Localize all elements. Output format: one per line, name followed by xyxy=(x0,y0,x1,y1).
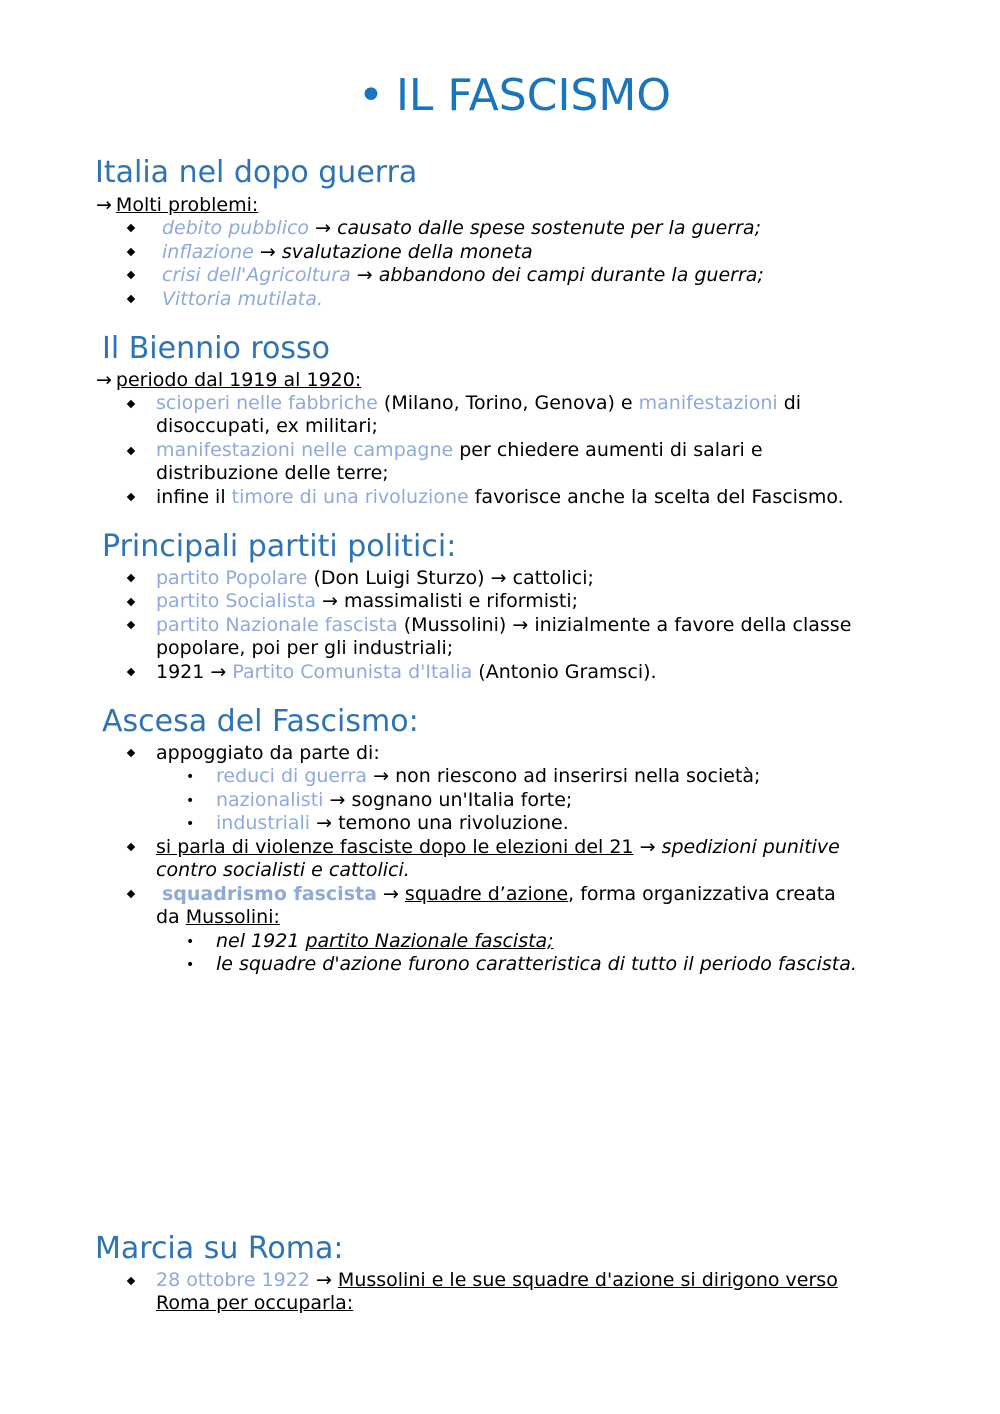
arrow-icon: → xyxy=(329,789,346,811)
arrow-icon: → xyxy=(512,614,529,636)
diamond-bullet-icon xyxy=(127,295,135,303)
diamond-bullet-icon xyxy=(127,598,135,606)
list-item: appoggiato da parte di: xyxy=(156,742,380,764)
arrow-icon: → xyxy=(373,765,390,787)
list-item: scioperi nelle fabbriche (Milano, Torino, Genova) e manifestazioni di xyxy=(156,392,802,414)
arrow-icon: → xyxy=(382,883,399,905)
arrow-icon: → xyxy=(490,567,507,589)
arrow-icon: → xyxy=(356,264,373,286)
diamond-bullet-icon xyxy=(127,248,135,256)
list-item: manifestazioni nelle campagne per chiedere aumenti di salari e xyxy=(156,439,763,461)
section-heading-dopoguerra: Italia nel dopo guerra xyxy=(95,155,418,190)
arrow-icon: → xyxy=(315,1269,332,1291)
diamond-bullet-icon xyxy=(127,574,135,582)
arrow-icon: → xyxy=(315,217,332,239)
arrow-icon: → xyxy=(259,241,276,263)
round-bullet-icon: • xyxy=(186,957,195,973)
arrow-icon: → xyxy=(210,661,227,683)
title-bullet-icon: • xyxy=(358,70,384,121)
section-intro-biennio-rosso: → periodo dal 1919 al 1920: xyxy=(96,369,362,391)
list-item: crisi dell'Agricoltura → abbandono dei campi durante la guerra; xyxy=(162,264,764,286)
list-item: inflazione → svalutazione della moneta xyxy=(162,241,533,263)
list-item: Vittoria mutilata. xyxy=(162,288,323,310)
diamond-bullet-icon xyxy=(127,224,135,232)
section-heading-marcia-su-roma: Marcia su Roma: xyxy=(95,1231,344,1266)
list-item: 1921 → Partito Comunista d'Italia (Antonio Gramsci). xyxy=(156,661,657,683)
diamond-bullet-icon xyxy=(127,271,135,279)
diamond-bullet-icon xyxy=(127,668,135,676)
diamond-bullet-icon xyxy=(127,621,135,629)
sub-list-item: le squadre d'azione furono caratteristica di tutto il periodo fascista. xyxy=(216,953,857,975)
list-item-continuation: popolare, poi per gli industriali; xyxy=(156,637,454,659)
round-bullet-icon: • xyxy=(186,934,195,950)
round-bullet-icon: • xyxy=(186,769,195,785)
diamond-bullet-icon xyxy=(127,843,135,851)
sub-list-item: industriali → temono una rivoluzione. xyxy=(216,812,569,834)
diamond-bullet-icon xyxy=(127,749,135,757)
round-bullet-icon: • xyxy=(186,816,195,832)
sub-list-item: reduci di guerra → non riescono ad inserirsi nella società; xyxy=(216,765,761,787)
diamond-bullet-icon xyxy=(127,493,135,501)
sub-list-item: nel 1921 partito Nazionale fascista; xyxy=(216,930,554,952)
diamond-bullet-icon xyxy=(127,400,135,408)
round-bullet-icon: • xyxy=(186,793,195,809)
arrow-icon: → xyxy=(96,194,112,216)
list-item-continuation: Roma per occuparla: xyxy=(156,1292,354,1314)
arrow-icon: → xyxy=(639,836,656,858)
arrow-icon: → xyxy=(316,812,333,834)
sub-list-item: nazionalisti → sognano un'Italia forte; xyxy=(216,789,573,811)
arrow-icon: → xyxy=(96,369,112,391)
list-item: si parla di violenze fasciste dopo le elezioni del 21 → spedizioni punitive xyxy=(156,836,840,858)
list-item-continuation: distribuzione delle terre; xyxy=(156,462,389,484)
list-item: debito pubblico → causato dalle spese sostenute per la guerra; xyxy=(162,217,761,239)
page-title: • IL FASCISMO xyxy=(358,70,671,121)
diamond-bullet-icon xyxy=(127,890,135,898)
list-item: squadrismo fascista → squadre d’azione, forma organizzativa creata xyxy=(162,883,836,905)
list-item: partito Nazionale fascista (Mussolini) → inizialmente a favore della classe xyxy=(156,614,852,636)
arrow-icon: → xyxy=(322,590,338,612)
list-item-continuation: disoccupati, ex militari; xyxy=(156,415,378,437)
list-item: 28 ottobre 1922 → Mussolini e le sue squadre d'azione si dirigono verso xyxy=(156,1269,838,1291)
list-item-continuation: da Mussolini: xyxy=(156,906,280,928)
section-heading-ascesa: Ascesa del Fascismo: xyxy=(102,704,419,739)
section-heading-biennio-rosso: Il Biennio rosso xyxy=(102,331,330,366)
list-item: infine il timore di una rivoluzione favorisce anche la scelta del Fascismo. xyxy=(156,486,844,508)
section-heading-partiti: Principali partiti politici: xyxy=(102,529,457,564)
list-item: partito Socialista → massimalisti e riformisti; xyxy=(156,590,579,612)
section-intro-dopoguerra: → Molti problemi: xyxy=(96,194,259,216)
list-item-continuation: contro socialisti e cattolici. xyxy=(156,859,410,881)
diamond-bullet-icon xyxy=(127,1277,135,1285)
list-item: partito Popolare (Don Luigi Sturzo) → cattolici; xyxy=(156,567,594,589)
diamond-bullet-icon xyxy=(127,447,135,455)
